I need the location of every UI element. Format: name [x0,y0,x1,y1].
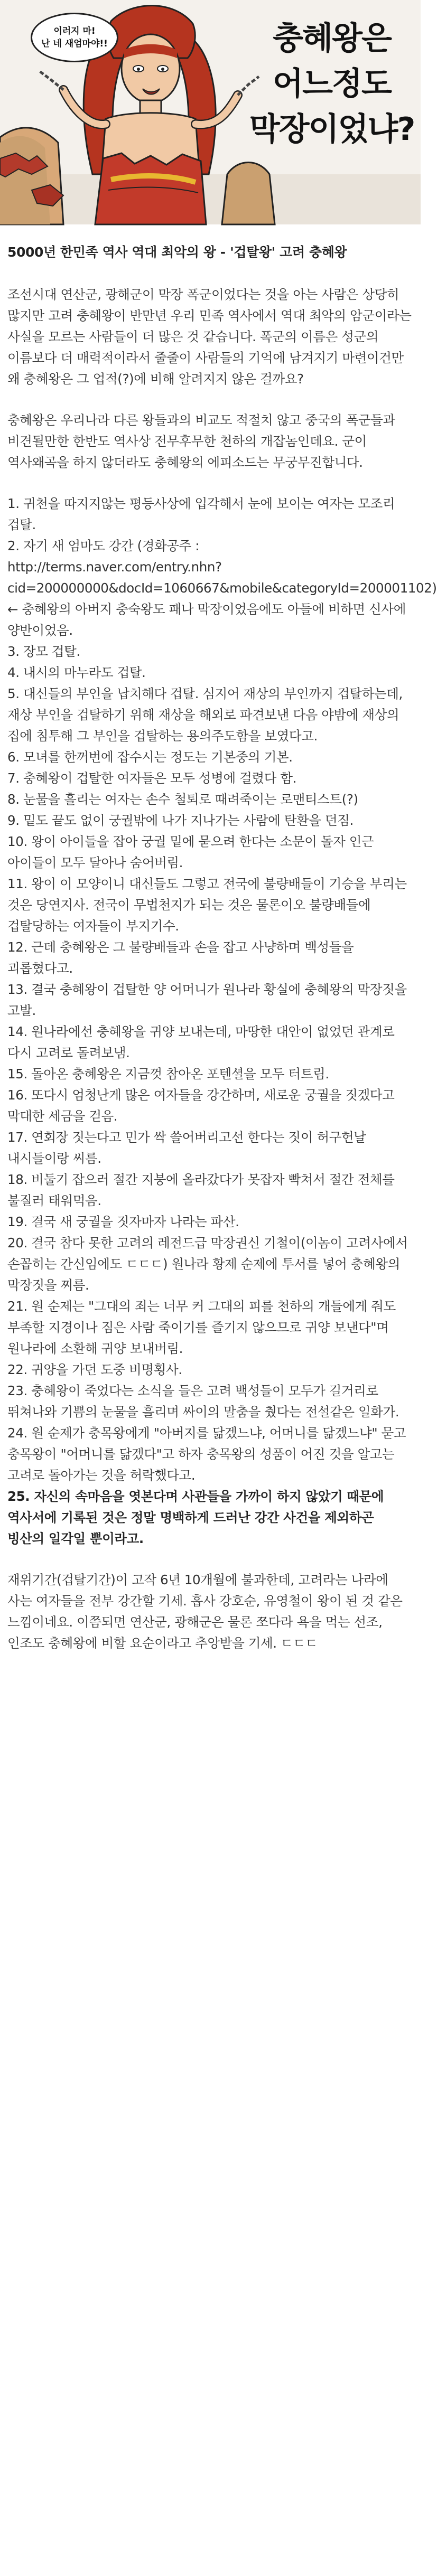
list-item: 5. 대신들의 부인을 납치해다 겁탈. 심지어 재상의 부인까지 겁탈하는데, 재상 부인을 겁탈하기 위해 재상을 해외로 파견보낸 다음 야밤에 재상의 집에 침투해 그 부인을 겁탈하는 용의주도함을 보였다고. [7,686,403,744]
list-item: 22. 귀양을 가던 도중 비명횡사. [7,1362,182,1377]
intro-paragraph: 조선시대 연산군, 광해군이 막장 폭군이었다는 것을 아는 사람은 상당히 많지만 고려 충혜왕이 반만년 우리 민족 역사에서 역대 최악의 암군이라는 사실을 모르는 사람들이 더 많은 것 같습니다. 폭군의 이름은 성군의 이름보다 더 매력적이라서 줄줄이 사람들의 기억에 남겨지기 마련이건만 왜 충혜왕은 그 업적(?)에 비해 알려지지 않은 걸까요? [7,287,412,387]
list-item: 14. 원나라에선 충혜왕을 귀양 보내는데, 마땅한 대안이 없었던 관계로 다시 고려로 돌려보냄. [7,1024,395,1060]
list-item: 7. 충혜왕이 겁탈한 여자들은 모두 성병에 걸렸다 함. [7,770,297,786]
list-item: 11. 왕이 이 모양이니 대신들도 그렇고 전국에 불량배들이 기승을 부리는 것은 당연지사. 전국이 무법천지가 되는 것은 물론이오 불량배들에 겁탈당하는 여자들이 부지기수. [7,876,407,934]
intro-paragraph: 충혜왕은 우리나라 다른 왕들과의 비교도 적절치 않고 중국의 폭군들과 비견될만한 한반도 역사상 전무후무한 천하의 개잡놈인데요. 군이 역사왜곡을 하지 않더라도 충혜왕의 에피소드는 무궁무진합니다. [7,412,395,470]
list-item-text: 2. 자기 새 엄마도 강간 (경화공주 : [7,538,200,553]
reference-link[interactable]: http://terms.naver.com/entry.nhn?cid=200000000&docId=1060667&mobile&categoryId=200001102 [7,559,432,596]
list-item: 16. 또다시 엄청난게 많은 여자들을 강간하며, 새로운 궁궐을 짓겠다고 막대한 세금을 걷음. [7,1087,395,1124]
list-item: 1. 귀천을 따지지않는 평등사상에 입각해서 눈에 보이는 여자는 모조리 겁탈. [7,496,395,532]
list-item: 20. 결국 참다 못한 고려의 레전드급 막장권신 기철이(이놈이 고려사에서 손꼽히는 간신임에도 ㄷㄷㄷ) 원나라 황제 순제에 투서를 넣어 충혜왕의 막장짓을 찌름. [7,1235,408,1293]
outro-paragraph: 재위기간(겁탈기간)이 고작 6년 10개월에 불과한데, 고려라는 나라에 사는 여자들을 전부 강간할 기세. 흡사 강호순, 유영철이 왕이 된 것 같은 느낌이네요. 이쯤되면 연산군, 광해군은 물론 쪼다라 욕을 먹는 선조, 인조도 충혜왕에 비할 요순이라고 추앙받을 기세. ㄷㄷㄷ [7,1572,403,1651]
list-item: 17. 연회장 짓는다고 민가 싹 쓸어버리고선 한다는 짓이 허구헌날 내시들이랑 씨름. [7,1130,366,1166]
list-item: 13. 결국 충혜왕이 겁탈한 양 어머니가 원나라 황실에 충혜왕의 막장짓을 고발. [7,982,407,1018]
speech-bubble [31,13,118,62]
article-body [7,242,437,1674]
speech-line: 난 네 새엄마야!! [41,39,108,49]
list-item: 23. 충혜왕이 죽었다는 소식을 들은 고려 백성들이 모두가 길거리로 뛰쳐나와 기쁨의 눈물을 흘리며 싸이의 말춤을 췄다는 전설같은 일화가. [7,1383,399,1419]
list-item: 4. 내시의 마누라도 겁탈. [7,665,146,680]
list-item: 8. 눈물을 흘리는 여자는 손수 철퇴로 때려죽이는 로맨티스트(?) [7,792,358,807]
banner-title-line: 막장이었냐? [249,111,415,148]
list-item: 3. 장모 겁탈. [7,644,80,659]
list-item: 10. 왕이 아이들을 잡아 궁궐 밑에 묻으려 한다는 소문이 돌자 인근 아이들이 모두 달아나 숨어버림. [7,834,374,870]
banner-title-line: 충혜왕은 [273,20,391,57]
banner-title-line: 어느정도 [273,65,391,102]
list-item: 15. 돌아온 충혜왕은 지금껏 참아온 포텐셜을 모두 터트림. [7,1066,329,1082]
list-item: 24. 원 순제가 충목왕에게 "아버지를 닮겠느냐, 어머니를 닮겠느냐" 묻고 충목왕이 "어머니를 닮겠다"고 하자 충목왕의 성품이 어진 것을 알고는 고려로 돌아가는 것을 허락했다고. [7,1425,406,1483]
episode-list [7,493,437,1549]
list-item-text: ) ← 충혜왕의 아버지 충숙왕도 패나 막장이었음에도 아들에 비하면 신사에 양반이었음. [7,580,437,638]
list-item: 9. 밑도 끝도 없이 궁궐밖에 나가 지나가는 사람에 탄환을 던짐. [7,813,354,828]
article-headline: 5000년 한민족 역사 역대 최악의 왕 - '겁탈왕' 고려 충혜왕 [7,245,347,260]
list-item: 21. 원 순제는 "그대의 죄는 너무 커 그대의 피를 천하의 개들에게 줘도 부족할 지경이나 짐은 사람 죽이기를 즐기지 않으므로 귀양 보낸다"며 원나라에 소환해 귀양 보내버림. [7,1299,396,1356]
list-item [7,535,437,641]
list-item: 18. 비둘기 잡으러 절간 지붕에 올라갔다가 못잡자 빡쳐서 절간 전체를 불질러 태워먹음. [7,1172,395,1208]
list-item: 12. 근데 충혜왕은 그 불량배들과 손을 잡고 사냥하며 백성들을 괴롭혔다고. [7,939,354,976]
list-item: 19. 결국 새 궁궐을 짓자마자 나라는 파산. [7,1214,239,1229]
speech-line: 이러지 마! [53,26,96,36]
list-item-emphasis: 25. 자신의 속마음을 엿본다며 사관들을 가까이 하지 않았기 때문에 역사서에 기록된 것은 정말 명백하게 드러난 강간 사건을 제외하곤 빙산의 일각일 뿐이라고. [7,1489,384,1546]
cartoon-banner [0,0,421,224]
list-item: 6. 모녀를 한꺼번에 잡수시는 정도는 기본중의 기본. [7,749,293,765]
banner-title [247,16,416,152]
